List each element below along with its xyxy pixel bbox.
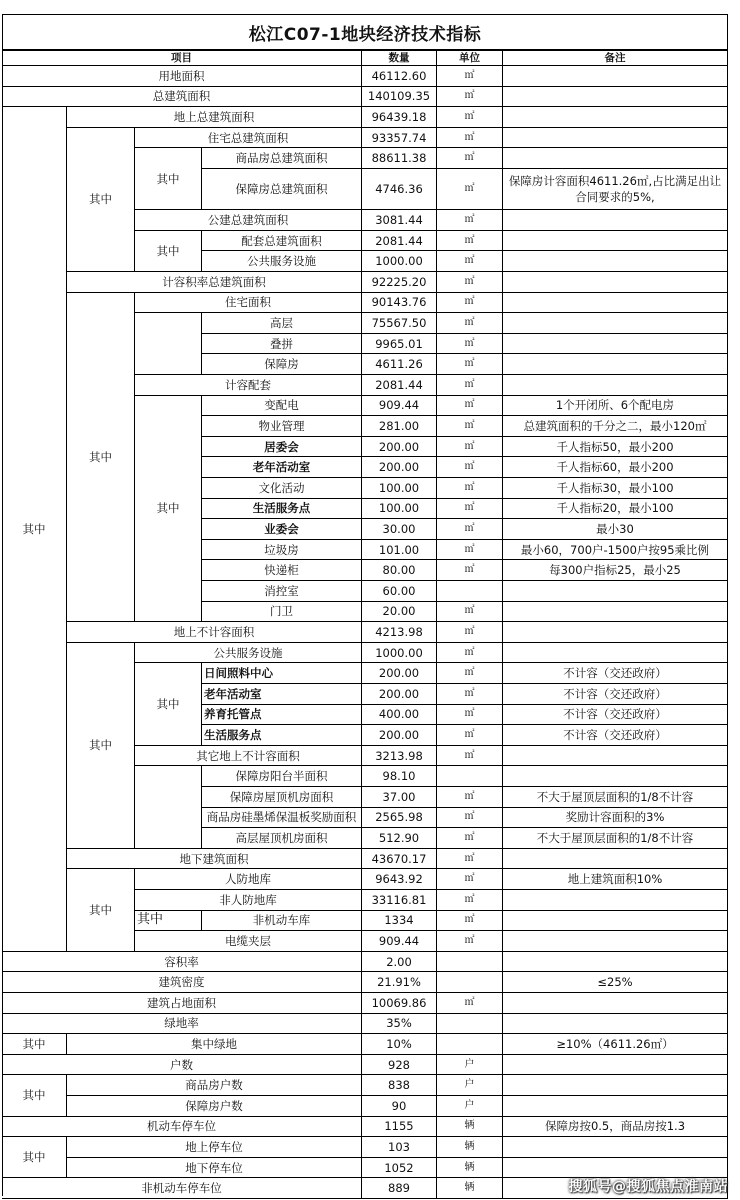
group-label-cell: 其中	[2, 1137, 67, 1178]
row-note: 每300户指标25，最小25	[503, 560, 728, 581]
header-quantity: 数量	[362, 50, 437, 66]
sheet-title: 松江C07-1地块经济技术指标	[2, 14, 728, 50]
row-item-label: 门卫	[202, 602, 362, 623]
row-note: 保障房按0.5，商品房按1.3	[503, 1117, 728, 1138]
group-label-cell	[135, 766, 202, 848]
row-unit: ㎡	[437, 869, 503, 890]
row-item-label: 叠拼	[202, 334, 362, 355]
group-label-cell: 其中	[67, 643, 135, 849]
row-quantity: 2565.98	[362, 808, 437, 829]
row-unit: ㎡	[437, 107, 503, 128]
row-item-label: 绿地率	[2, 1014, 362, 1035]
row-item-label: 高层屋顶机房面积	[202, 828, 362, 849]
row-unit: ㎡	[437, 849, 503, 870]
group-label-cell: 其中	[67, 293, 135, 623]
row-item-label: 计容配套	[135, 375, 362, 396]
row-quantity: 200.00	[362, 725, 437, 746]
row-note	[503, 272, 728, 293]
row-quantity: 20.00	[362, 602, 437, 623]
header-item: 项目	[2, 50, 362, 66]
row-note	[503, 66, 728, 87]
row-note: 不计容（交还政府）	[503, 684, 728, 705]
row-unit: ㎡	[437, 540, 503, 561]
row-note	[503, 128, 728, 149]
row-quantity: 3081.44	[362, 210, 437, 231]
row-item-label: 生活服务点	[202, 725, 362, 746]
row-unit: ㎡	[437, 334, 503, 355]
row-unit: ㎡	[437, 622, 503, 643]
row-item-label: 容积率	[2, 952, 362, 973]
row-quantity: 1334	[362, 911, 437, 932]
row-quantity: 200.00	[362, 437, 437, 458]
row-note	[503, 622, 728, 643]
row-unit: 户	[437, 1075, 503, 1096]
row-item-label: 养育托管点	[202, 705, 362, 726]
row-unit: ㎡	[437, 663, 503, 684]
row-item-label: 建筑占地面积	[2, 993, 362, 1014]
row-note: ≤25%	[503, 972, 728, 993]
row-quantity: 281.00	[362, 416, 437, 437]
row-quantity: 1000.00	[362, 251, 437, 272]
table-left-border	[2, 50, 3, 1196]
row-note	[503, 766, 728, 787]
row-quantity: 140109.35	[362, 87, 437, 108]
row-unit: ㎡	[437, 231, 503, 252]
watermark: 搜狐号@搜狐焦点淮南站	[568, 1179, 728, 1195]
row-unit: ㎡	[437, 499, 503, 520]
row-quantity: 98.10	[362, 766, 437, 787]
row-note: 1个开闭所、6个配电房	[503, 396, 728, 417]
row-quantity: 200.00	[362, 663, 437, 684]
row-quantity: 1000.00	[362, 643, 437, 664]
row-item-label: 保障房户数	[67, 1096, 362, 1117]
row-quantity: 909.44	[362, 931, 437, 952]
row-quantity: 512.90	[362, 828, 437, 849]
row-item-label: 地上总建筑面积	[67, 107, 362, 128]
row-item-label: 老年活动室	[202, 684, 362, 705]
row-quantity: 3213.98	[362, 746, 437, 767]
row-quantity: 60.00	[362, 581, 437, 602]
row-item-label: 公共服务设施	[135, 643, 362, 664]
row-note	[503, 313, 728, 334]
row-item-label: 商品房户数	[67, 1075, 362, 1096]
row-unit: ㎡	[437, 375, 503, 396]
row-item-label: 总建筑面积	[2, 87, 362, 108]
row-unit: ㎡	[437, 87, 503, 108]
row-item-label: 日间照料中心	[202, 663, 362, 684]
row-note: 保障房计容面积4611.26㎡,占比满足出让合同要求的5%,	[503, 169, 728, 210]
row-unit: ㎡	[437, 787, 503, 808]
row-quantity: 4611.26	[362, 354, 437, 375]
row-unit: ㎡	[437, 560, 503, 581]
row-quantity: 90	[362, 1096, 437, 1117]
header-unit: 单位	[437, 50, 503, 66]
row-item-label: 快递柜	[202, 560, 362, 581]
group-label-cell: 其中	[67, 869, 135, 951]
row-note	[503, 890, 728, 911]
row-note	[503, 952, 728, 973]
row-note	[503, 375, 728, 396]
row-note: 奖励计容面积的3%	[503, 808, 728, 829]
row-note	[503, 849, 728, 870]
row-note	[503, 931, 728, 952]
group-label-cell	[135, 313, 202, 375]
row-item-label: 非机动车库	[202, 911, 362, 932]
row-item-label: 保障房	[202, 354, 362, 375]
row-note: 不计容（交还政府）	[503, 705, 728, 726]
row-note	[503, 354, 728, 375]
row-unit: ㎡	[437, 210, 503, 231]
row-unit: ㎡	[437, 911, 503, 932]
row-unit: 辆	[437, 1178, 503, 1199]
row-note	[503, 293, 728, 314]
row-note	[503, 1096, 728, 1117]
row-note: 千人指标30，最小100	[503, 478, 728, 499]
row-unit: ㎡	[437, 705, 503, 726]
row-quantity: 103	[362, 1137, 437, 1158]
row-item-label: 住宅总建筑面积	[135, 128, 362, 149]
row-unit: ㎡	[437, 602, 503, 623]
row-item-label: 人防地库	[135, 869, 362, 890]
row-note	[503, 251, 728, 272]
group-label-cell: 其中	[2, 1075, 67, 1116]
row-note	[503, 581, 728, 602]
row-quantity: 96439.18	[362, 107, 437, 128]
row-note: 千人指标50，最小200	[503, 437, 728, 458]
header-note: 备注	[503, 50, 728, 66]
row-quantity: 4746.36	[362, 169, 437, 210]
row-note	[503, 602, 728, 623]
row-note	[503, 993, 728, 1014]
row-quantity: 80.00	[362, 560, 437, 581]
row-item-label: 用地面积	[2, 66, 362, 87]
row-note	[503, 231, 728, 252]
row-item-label: 业委会	[202, 519, 362, 540]
row-quantity: 93357.74	[362, 128, 437, 149]
row-note	[503, 87, 728, 108]
row-item-label: 保障房总建筑面积	[202, 169, 362, 210]
row-note: 千人指标60，最小200	[503, 457, 728, 478]
row-quantity: 30.00	[362, 519, 437, 540]
row-unit: ㎡	[437, 746, 503, 767]
row-unit: ㎡	[437, 993, 503, 1014]
row-unit: ㎡	[437, 272, 503, 293]
group-label-cell: 其中	[135, 148, 202, 210]
row-item-label: 公建总建筑面积	[135, 210, 362, 231]
row-item-label: 地下建筑面积	[67, 849, 362, 870]
row-item-label: 垃圾房	[202, 540, 362, 561]
row-quantity: 1052	[362, 1158, 437, 1179]
row-quantity: 2.00	[362, 952, 437, 973]
row-unit: ㎡	[437, 251, 503, 272]
row-unit: 辆	[437, 1117, 503, 1138]
row-unit: ㎡	[437, 437, 503, 458]
row-unit: ㎡	[437, 725, 503, 746]
row-quantity: 33116.81	[362, 890, 437, 911]
row-unit: ㎡	[437, 643, 503, 664]
row-item-label: 集中绿地	[67, 1034, 362, 1055]
row-quantity: 35%	[362, 1014, 437, 1035]
row-quantity: 100.00	[362, 478, 437, 499]
table-top-border	[2, 50, 728, 51]
row-item-label: 文化活动	[202, 478, 362, 499]
row-unit: ㎡	[437, 519, 503, 540]
row-item-label: 生活服务点	[202, 499, 362, 520]
row-unit: ㎡	[437, 890, 503, 911]
row-unit: ㎡	[437, 457, 503, 478]
row-unit	[437, 952, 503, 973]
group-label-cell: 其中	[135, 231, 202, 272]
row-item-label: 地上不计容面积	[67, 622, 362, 643]
row-note	[503, 148, 728, 169]
row-note	[503, 1014, 728, 1035]
row-note: 地上建筑面积10%	[503, 869, 728, 890]
row-item-label: 变配电	[202, 396, 362, 417]
row-quantity: 928	[362, 1055, 437, 1076]
row-quantity: 21.91%	[362, 972, 437, 993]
row-unit: ㎡	[437, 478, 503, 499]
row-quantity: 43670.17	[362, 849, 437, 870]
row-note: 最小60，700户-1500户按95乘比例	[503, 540, 728, 561]
row-quantity: 909.44	[362, 396, 437, 417]
row-unit: 户	[437, 1055, 503, 1076]
row-unit	[437, 972, 503, 993]
row-item-label: 商品房总建筑面积	[202, 148, 362, 169]
row-note	[503, 1137, 728, 1158]
row-item-label: 户数	[2, 1055, 362, 1076]
group-label-cell: 其中	[2, 107, 67, 952]
row-unit: ㎡	[437, 396, 503, 417]
row-note	[503, 107, 728, 128]
row-quantity: 1155	[362, 1117, 437, 1138]
row-note	[503, 746, 728, 767]
row-item-label: 非机动车停车位	[2, 1178, 362, 1199]
row-quantity: 838	[362, 1075, 437, 1096]
row-unit: ㎡	[437, 684, 503, 705]
row-note: 千人指标20，最小100	[503, 499, 728, 520]
row-note	[503, 1075, 728, 1096]
row-unit: ㎡	[437, 293, 503, 314]
row-quantity: 10%	[362, 1034, 437, 1055]
group-label-cell: 其中	[135, 911, 202, 932]
row-unit: ㎡	[437, 416, 503, 437]
row-item-label: 居委会	[202, 437, 362, 458]
row-quantity: 4213.98	[362, 622, 437, 643]
row-note	[503, 643, 728, 664]
row-unit	[437, 581, 503, 602]
row-item-label: 建筑密度	[2, 972, 362, 993]
row-note	[503, 334, 728, 355]
row-unit: ㎡	[437, 808, 503, 829]
row-unit: 户	[437, 1096, 503, 1117]
row-note: 不计容（交还政府）	[503, 663, 728, 684]
row-item-label: 老年活动室	[202, 457, 362, 478]
group-label-cell: 其中	[2, 1034, 67, 1055]
row-quantity: 200.00	[362, 684, 437, 705]
row-item-label: 其它地上不计容面积	[135, 746, 362, 767]
row-unit: ㎡	[437, 148, 503, 169]
row-note	[503, 210, 728, 231]
row-unit: ㎡	[437, 128, 503, 149]
row-note: 不大于屋顶层面积的1/8不计容	[503, 828, 728, 849]
row-unit: 辆	[437, 1158, 503, 1179]
row-quantity: 9643.92	[362, 869, 437, 890]
row-quantity: 100.00	[362, 499, 437, 520]
row-item-label: 配套总建筑面积	[202, 231, 362, 252]
row-quantity: 400.00	[362, 705, 437, 726]
row-quantity: 46112.60	[362, 66, 437, 87]
group-label-cell: 其中	[135, 663, 202, 745]
row-quantity: 889	[362, 1178, 437, 1199]
group-label-cell: 其中	[67, 128, 135, 272]
row-note: 最小30	[503, 519, 728, 540]
row-item-label: 住宅面积	[135, 293, 362, 314]
row-quantity: 75567.50	[362, 313, 437, 334]
row-unit	[437, 766, 503, 787]
row-quantity: 9965.01	[362, 334, 437, 355]
row-item-label: 计容积率总建筑面积	[67, 272, 362, 293]
row-quantity: 10069.86	[362, 993, 437, 1014]
row-unit: ㎡	[437, 169, 503, 210]
row-item-label: 物业管理	[202, 416, 362, 437]
row-item-label: 高层	[202, 313, 362, 334]
row-note	[503, 1055, 728, 1076]
row-note: 不大于屋顶层面积的1/8不计容	[503, 787, 728, 808]
row-unit	[437, 1014, 503, 1035]
row-item-label: 商品房硅墨烯保温板奖励面积	[202, 808, 362, 829]
row-quantity: 88611.38	[362, 148, 437, 169]
row-item-label: 电缆夹层	[135, 931, 362, 952]
row-note: 不计容（交还政府）	[503, 725, 728, 746]
row-unit: ㎡	[437, 828, 503, 849]
row-unit: ㎡	[437, 354, 503, 375]
row-unit: ㎡	[437, 66, 503, 87]
row-unit: 辆	[437, 1137, 503, 1158]
row-quantity: 37.00	[362, 787, 437, 808]
row-item-label: 保障房屋顶机房面积	[202, 787, 362, 808]
row-note: ≥10%（4611.26㎡）	[503, 1034, 728, 1055]
row-unit	[437, 1034, 503, 1055]
row-unit: ㎡	[437, 931, 503, 952]
group-label-cell: 其中	[135, 396, 202, 623]
row-quantity: 92225.20	[362, 272, 437, 293]
row-quantity: 90143.76	[362, 293, 437, 314]
row-note	[503, 911, 728, 932]
row-unit: ㎡	[437, 313, 503, 334]
row-quantity: 101.00	[362, 540, 437, 561]
row-item-label: 保障房阳台半面积	[202, 766, 362, 787]
row-item-label: 消控室	[202, 581, 362, 602]
row-quantity: 200.00	[362, 457, 437, 478]
row-item-label: 非人防地库	[135, 890, 362, 911]
row-quantity: 2081.44	[362, 231, 437, 252]
row-item-label: 地上停车位	[67, 1137, 362, 1158]
row-item-label: 地下停车位	[67, 1158, 362, 1179]
row-item-label: 公共服务设施	[202, 251, 362, 272]
row-quantity: 2081.44	[362, 375, 437, 396]
row-item-label: 机动车停车位	[2, 1117, 362, 1138]
row-note: 总建筑面积的千分之二，最小120㎡	[503, 416, 728, 437]
